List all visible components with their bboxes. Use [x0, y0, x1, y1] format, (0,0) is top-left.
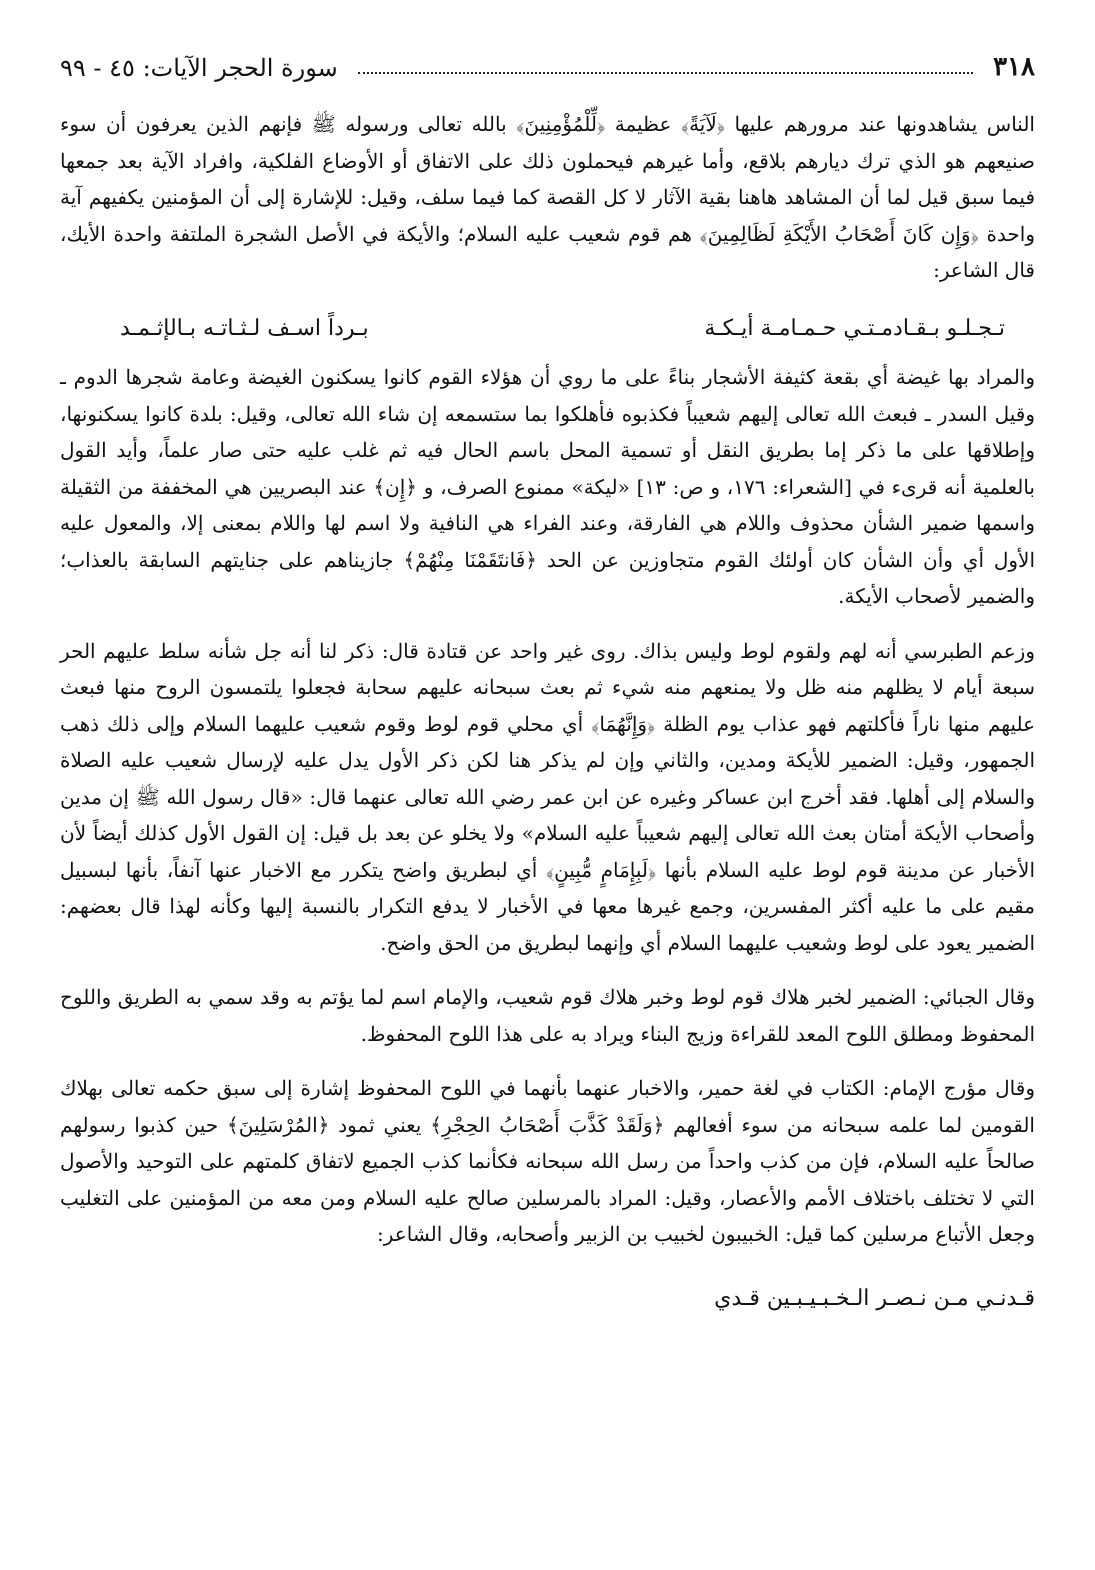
poem-first-hemistich: تـجـلـو بـقـادمـتـي حـمـامـة أيـكـة: [704, 315, 1005, 341]
poem-verse-1: [60, 307, 1035, 360]
running-head: [60, 30, 1035, 80]
paragraph-2: والمراد بها غيضة أي بقعة كثيفة الأشجار بناءً على ما روي أن هؤلاء القوم كانوا يسكنون الغيضة وعامة شجرها الدوم ـ وقيل السدر ـ فبعث الله تعالى إليهم شعيباً فكذبوه فأهلكوا بما ستسمعه إن شاء الله تعالى، وقيل: بلدة كانوا يسكنونها، وإطلاقها على ما ذكر إما بطريق النقل أو تسمية المحل باسم الحال فيه ثم غلب عليه حتى صار علماً، وأيد القول بالعلمية أنه قرىء في [الشعراء: ١٧٦، و ص: ١٣] «ليكة» ممنوع الصرف، و ﴿إِن﴾ عند البصريين هي المخففة من الثقيلة واسمها ضمير الشأن محذوف واللام هي الفارقة، وعند الفراء هي النافية ولا اسم لها واللام بمعنى إلا، والمعول عليه الأول أي وأن الشأن كان أولئك القوم متجاوزين عن الحد ﴿فَانتَقَمْنَا مِنْهُمْ﴾ جازيناهم على جنايتهم السابقة بالعذاب؛ والضمير لأصحاب الأيكة.: [60, 365, 1035, 608]
poem-verse-2: قـدنـي مـن نـصـر الـخـبـيـبـين قـدي: [714, 1285, 1035, 1311]
page-number: ٣١٨: [993, 52, 1035, 82]
body-text: [60, 106, 1035, 1317]
paragraph-4: وقال الجبائي: الضمير لخبر هلاك قوم لوط وخبر هلاك قوم شعيب، والإمام اسم لما يؤتم به وقد سمي به الطريق واللوح المحفوظ ومطلق اللوح المعد للقراءة وزيج البناء ويراد به على هذا اللوح المحفوظ.: [60, 985, 1035, 1046]
paragraph-1: الناس يشاهدونها عند مرورهم عليها ﴿لَآيَةً﴾ عظيمة ﴿لِّلْمُؤْمِنِينَ﴾ بالله تعالى ورسوله ﷺ فإنهم الذين يعرفون أن سوء صنيعهم هو الذي ترك ديارهم بلاقع، وأما غيرهم فيحملون ذلك على الاتفاق أو الأوضاع الفلكية، وافراد الآية بعد جمعها فيما سبق قيل لما أن المشاهد هاهنا بقية الآثار لا كل القصة كما فيما سلف، وقيل: للإشارة إلى أن المؤمنين يكفيهم آية واحدة ﴿وَإِن كَانَ أَصْحَابُ الأَيْكَةِ لَظَالِمِينَ﴾ هم قوم شعيب عليه السلام؛ والأيكة في الأصل الشجرة الملتفة واحدة الأيك، قال الشاعر:: [60, 112, 1036, 282]
leader-dots: [358, 72, 973, 74]
paragraph-3: وزعم الطبرسي أنه لهم ولقوم لوط وليس بذاك. روى غير واحد عن قتادة قال: ذكر لنا أنه جل شأنه سلط عليهم الحر سبعة أيام لا يظلهم منه ظل ولا يمنعهم منه شيء ثم بعث سبحانه عليهم سحابة فجعلوا يلتمسون الروح منها فبعث عليهم منها ناراً فأكلتهم فهو عذاب يوم الظلة ﴿وَإِنَّهُمَا﴾ أي محلي قوم لوط وقوم شعيب عليهما السلام وإلى ذلك ذهب الجمهور، وقيل: الضمير للأيكة ومدين، والثاني وإن لم يذكر هنا لكن ذكر الأول يدل عليه لإرسال شعيب عليه الصلاة والسلام إلى أهلها. فقد أخرج ابن عساكر وغيره عن ابن عمر رضي الله تعالى عنهما قال: «قال رسول الله ﷺ إن مدين وأصحاب الأيكة أمتان بعث الله تعالى إليهم شعيباً عليه السلام» ولا يخلو عن بعد بل قيل: إن القول الأول كذلك أيضاً لأن الأخبار عن مدينة قوم لوط عليه السلام بأنها ﴿لَبِإِمَامٍ مُّبِينٍ﴾ أي لبطريق واضح يتكرر مع الاخبار عنها آنفاً، بأنها لبسبيل مقيم على ما عليه أكثر المفسرين، وجمع غيرها معها في الأخبار لا يدفع التكرار بالنسبة إليها وكأنه لهذا قال بعضهم: الضمير يعود على لوط وشعيب عليهما السلام أي وإنهما لبطريق من الحق واضح.: [60, 638, 1035, 955]
surah-title: سورة الحجر الآيات: ٤٥ - ٩٩: [60, 54, 338, 82]
poem-second-hemistich: بـرداً اسـف لـثـاتـه بـالإثـمـد: [120, 315, 369, 341]
page: [60, 30, 1035, 1550]
paragraph-5: وقال مؤرج الإمام: الكتاب في لغة حمير، والاخبار عنهما بأنهما في اللوح المحفوظ إشارة إلى سبق حكمه تعالى بهلاك القومين لما علمه سبحانه من سوء أفعالهم ﴿وَلَقَدْ كَذَّبَ أَصْحَابُ الحِجْرِ﴾ يعني ثمود ﴿المُرْسَلِينَ﴾ حين كذبوا رسولهم صالحاً عليه السلام، فإن من كذب واحداً من رسل الله سبحانه فكأنما كذب الجميع لاتفاق كلمتهم على التوحيد والأصول التي لا تختلف باختلاف الأمم والأعصار، وقيل: المراد بالمرسلين صالح عليه السلام ومن معه من المؤمنين على التغليب وجعل الأتباع مرسلين كما قيل: الخبيبون لخبيب بن الزبير وأصحابه، وقال الشاعر:: [60, 1076, 1035, 1246]
